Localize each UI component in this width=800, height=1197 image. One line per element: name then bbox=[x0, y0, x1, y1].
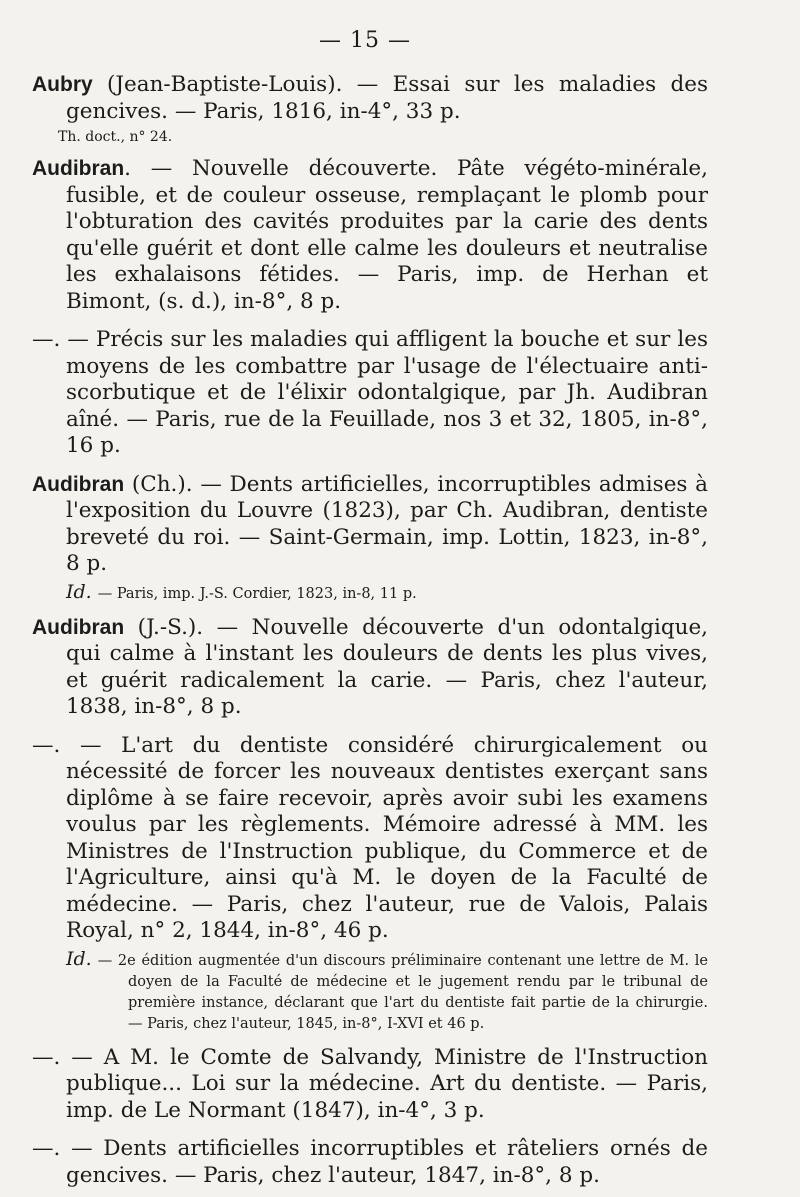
entry-audibran-nouvelle-decouverte bbox=[32, 156, 708, 315]
page-number: — 15 — bbox=[319, 28, 411, 53]
entry-id-note bbox=[66, 582, 708, 605]
entry-author-name: Aubry bbox=[32, 73, 93, 96]
id-text: — Paris, imp. J.-S. Cordier, 1823, in-8, 11 p. bbox=[97, 585, 417, 602]
entry-note: Th. doct., n° 24. bbox=[58, 129, 173, 145]
id-label: Id. bbox=[66, 580, 92, 603]
entry-text: . — Nouvelle découverte. Pâte végéto-minérale, fusible, et de couleur osseuse, remplaçant le plomb pour l'obturation des cavités produites par la carie des dents qu'elle guérit et dont elle calme les douleurs et neutralise les exhalaisons fétides. — Paris, imp. de Herhan et Bimont, (s. d.), in-8°, 8 p. bbox=[66, 156, 708, 314]
entry-text: —. — Précis sur les maladies qui affligent la bouche et sur les moyens de les combattre par l'usage de l'électuaire anti-scorbutique et de l'élixir odontalgique, par Jh. Audibran aîné. — Paris, rue de la Feuillade, nos 3 et 32, 1805, in-8°, 16 p. bbox=[32, 327, 708, 458]
entry-audibran-precis bbox=[32, 327, 708, 460]
bibliography-entries bbox=[32, 72, 708, 1189]
entry-text: —. — L'art du dentiste considéré chirurgicalement ou nécessité de forcer les nouveaux dentistes exerçant sans diplôme à se faire recevoir, après avoir subi les examens voulus par les règlements. Mémoire adressé à MM. les Ministres de l'Instruction publique, du Commerce et de l'Agriculture, ainsi qu'à M. le doyen de la Faculté de médecine. — Paris, chez l'auteur, rue de Valois, Palais Royal, n° 2, 1844, in-8°, 46 p. bbox=[32, 732, 708, 943]
entry-author-name: Audibran bbox=[32, 615, 125, 639]
entry-audibran-salvandy bbox=[32, 1045, 708, 1125]
entry-audibran-art-du-dentiste bbox=[32, 733, 708, 945]
entry-author-name: Audibran bbox=[32, 157, 125, 180]
entry-text: —. — Dents artificielles incorruptibles et râteliers ornés de gencives. — Paris, chez l'auteur, 1847, in-8°, 8 p. bbox=[32, 1136, 708, 1188]
entry-text: (Jean-Baptiste-Louis). — Essai sur les maladies des gencives. — Paris, 1816, in-4°, 33 p. bbox=[66, 72, 708, 124]
entry-text: (Ch.). — Dents artificielles, incorruptibles admises à l'exposition du Louvre (1823), par Ch. Audibran, dentiste breveté du roi. — Saint-Germain, imp. Lottin, 1823, in-8°, 8 p. bbox=[66, 471, 708, 576]
entry-id-note bbox=[66, 949, 708, 1035]
entry-text: —. — A M. le Comte de Salvandy, Ministre de l'Instruction publique... Loi sur la médecine. Art du dentiste. — Paris, imp. de Le Normant (1847), in-4°, 3 p. bbox=[32, 1044, 708, 1123]
entry-text: (J.-S.). — Nouvelle découverte d'un odontalgique, qui calme à l'instant les douleurs de dents les plus vives, et guérit radicalement la carie. — Paris, chez l'auteur, 1838, in-8°, 8 p. bbox=[66, 614, 708, 719]
entry-aubry bbox=[32, 72, 708, 125]
entry-audibran-js bbox=[32, 615, 708, 721]
id-label: Id. bbox=[66, 947, 92, 970]
entry-audibran-ch bbox=[32, 472, 708, 578]
id-text: — 2e édition augmentée d'un discours préliminaire contenant une lettre de M. le doyen de la Faculté de médecine et le jugement rendu par le tribunal de première instance, déclarant que l'art du dentiste fait partie de la chirurgie. — Paris, chez l'auteur, 1845, in-8°, I-XVI et 46 p. bbox=[97, 952, 708, 1032]
entry-audibran-rateliers bbox=[32, 1136, 708, 1189]
entry-author-name: Audibran bbox=[32, 472, 125, 496]
